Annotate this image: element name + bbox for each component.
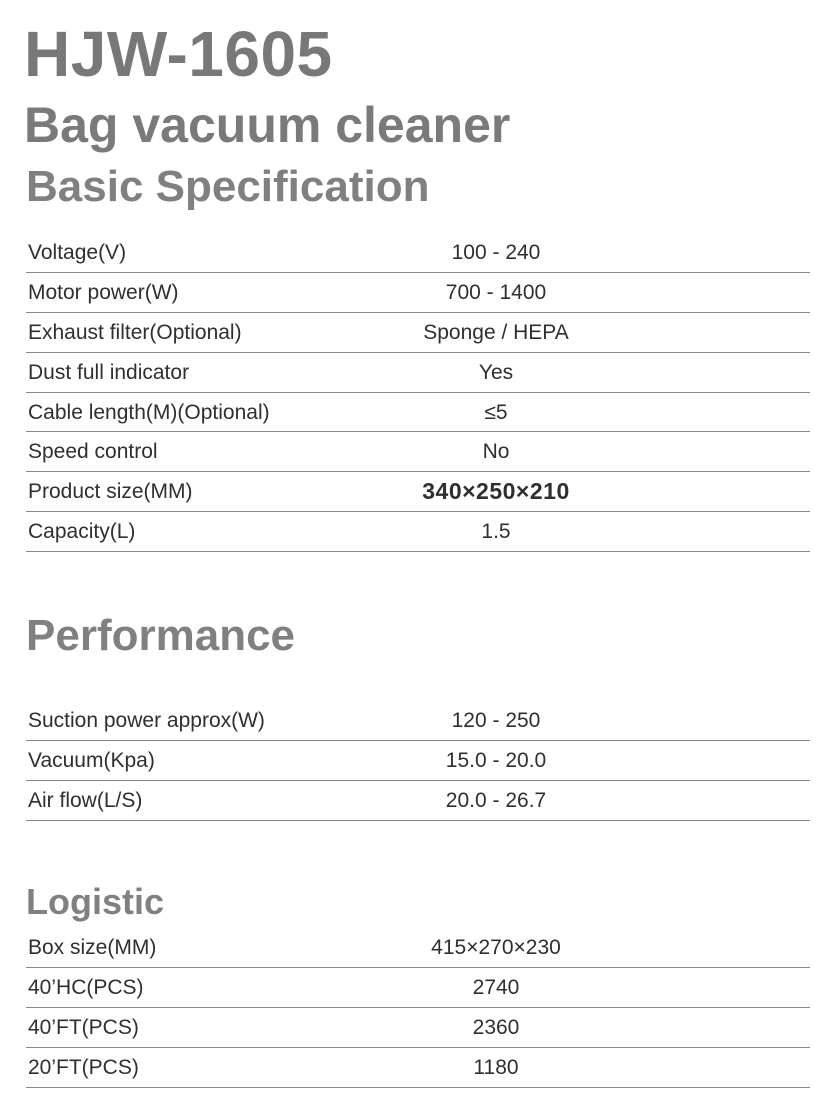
spec-row-capacity bbox=[26, 512, 810, 552]
performance-heading: Performance bbox=[26, 611, 296, 660]
spec-row-box-size bbox=[26, 928, 810, 968]
spec-value: 100 - 240 bbox=[451, 241, 541, 264]
spec-label: 40’FT(PCS) bbox=[28, 1015, 139, 1039]
spec-label: 40’HC(PCS) bbox=[28, 975, 144, 999]
product-name-title: Bag vacuum cleaner bbox=[24, 97, 511, 153]
spec-value: 1.5 bbox=[481, 520, 511, 544]
spec-row-air-flow bbox=[26, 781, 810, 821]
spec-row-suction-power bbox=[26, 701, 810, 741]
spec-label: Suction power approx(W) bbox=[28, 709, 265, 732]
spec-value: No bbox=[482, 440, 510, 464]
spec-row-dust-full-indicator bbox=[26, 353, 810, 393]
logistic-table bbox=[26, 928, 810, 1088]
spec-row-exhaust-filter bbox=[26, 313, 810, 353]
spec-row-motor-power bbox=[26, 273, 810, 313]
spec-value: ≤5 bbox=[484, 400, 508, 424]
spec-value: 2740 bbox=[472, 975, 520, 999]
performance-table bbox=[26, 701, 810, 821]
spec-value: Yes bbox=[478, 360, 514, 384]
spec-value: 2360 bbox=[472, 1015, 520, 1039]
spec-row-40ft bbox=[26, 1008, 810, 1048]
spec-row-vacuum bbox=[26, 741, 810, 781]
spec-label: Cable length(M)(Optional) bbox=[28, 400, 270, 424]
spec-row-cable-length bbox=[26, 393, 810, 433]
spec-label: Vacuum(Kpa) bbox=[28, 748, 155, 772]
spec-label: Exhaust filter(Optional) bbox=[28, 320, 242, 344]
spec-value: 415×270×230 bbox=[431, 936, 561, 959]
spec-row-20ft bbox=[26, 1048, 810, 1088]
spec-label: Speed control bbox=[28, 440, 158, 464]
spec-row-product-size bbox=[26, 472, 810, 512]
spec-label: Product size(MM) bbox=[28, 480, 193, 504]
logistic-heading: Logistic bbox=[26, 881, 165, 922]
basic-specification-table bbox=[26, 233, 810, 552]
spec-label: Box size(MM) bbox=[28, 936, 157, 959]
spec-label: 20’FT(PCS) bbox=[28, 1055, 139, 1079]
spec-label: Motor power(W) bbox=[28, 280, 179, 304]
spec-value: 1180 bbox=[473, 1055, 519, 1079]
spec-value: 340×250×210 bbox=[422, 478, 570, 505]
basic-specification-heading: Basic Specification bbox=[26, 162, 430, 211]
spec-row-voltage bbox=[26, 233, 810, 273]
spec-value: 15.0 - 20.0 bbox=[445, 748, 547, 772]
spec-value: 120 - 250 bbox=[451, 709, 541, 732]
spec-value: 700 - 1400 bbox=[445, 280, 547, 304]
spec-label: Capacity(L) bbox=[28, 520, 136, 544]
spec-row-speed-control bbox=[26, 432, 810, 472]
spec-row-40hc bbox=[26, 968, 810, 1008]
spec-value: 20.0 - 26.7 bbox=[445, 788, 547, 812]
model-number-title: HJW-1605 bbox=[24, 18, 333, 90]
spec-label: Dust full indicator bbox=[28, 360, 190, 384]
spec-label: Air flow(L/S) bbox=[28, 788, 143, 812]
spec-value: Sponge / HEPA bbox=[423, 320, 569, 344]
spec-label: Voltage(V) bbox=[28, 241, 127, 264]
